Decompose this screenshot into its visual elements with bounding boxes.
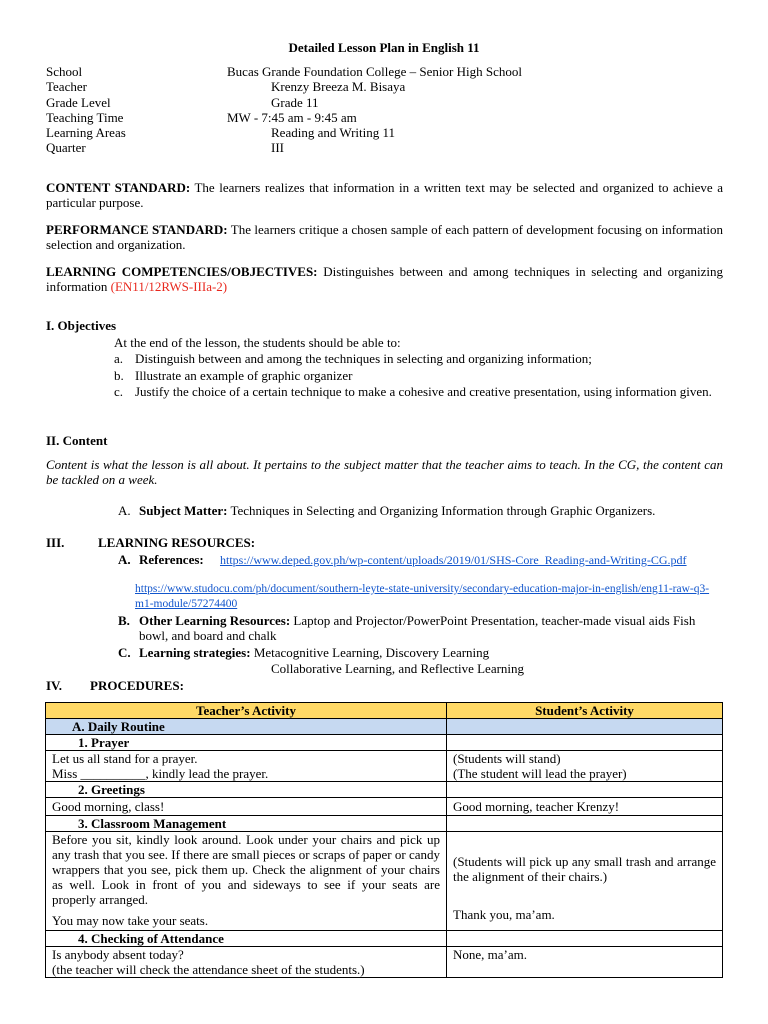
subject-letter: A. <box>118 503 131 518</box>
attendance-teacher-cell <box>46 947 447 978</box>
table-cell-empty <box>447 719 723 735</box>
classroom-teacher-cell <box>46 832 447 931</box>
objectives-list <box>114 351 723 418</box>
objective-text: Illustrate an example of graphic organizer <box>135 368 353 383</box>
content-heading: II. Content <box>46 433 108 448</box>
classroom-student-cell <box>447 832 723 931</box>
objective-text: Distinguish between and among the techniques in selecting and organizing information; <box>135 351 592 366</box>
classroom-teacher-text-2: You may now take your seats. <box>52 913 209 928</box>
objective-item <box>114 384 723 418</box>
info-label: School <box>46 64 83 79</box>
info-label: Teaching Time <box>46 110 124 125</box>
procedures-table <box>45 702 723 978</box>
table-row-attendance-heading <box>46 931 723 947</box>
objectives-intro: At the end of the lesson, the students should be able to: <box>114 335 401 350</box>
other-resources-letter: B. <box>118 613 130 628</box>
info-value: III <box>271 140 284 155</box>
resources-num: III. <box>46 535 65 550</box>
content-standard-text: The learners realizes that information in a written text may be selected and organized to achieve a particular purpose. <box>46 180 723 210</box>
table-row-classroom-heading <box>46 816 723 832</box>
other-resources-text: Laptop and Projector/PowerPoint Presentation, teacher-made visual aids Fish bowl, and board and chalk <box>139 613 696 643</box>
column-header-student: Student’s Activity <box>447 703 723 719</box>
column-header-teacher: Teacher’s Activity <box>46 703 447 719</box>
info-value: Reading and Writing 11 <box>271 125 396 140</box>
table-header-row <box>46 703 723 719</box>
subject-label: Subject Matter: <box>139 503 228 518</box>
info-row <box>46 140 726 155</box>
info-value: Bucas Grande Foundation College – Senior High School <box>227 64 522 79</box>
info-label: Teacher <box>46 79 87 94</box>
objective-letter: c. <box>114 384 124 399</box>
prayer-teacher-cell <box>46 751 447 782</box>
info-label: Grade Level <box>46 95 111 110</box>
greetings-label: 2. Greetings <box>46 782 447 798</box>
objective-text: Justify the choice of a certain technique to make a cohesive and creative presentation, using information given. <box>135 384 712 399</box>
table-row-greetings-heading <box>46 782 723 798</box>
info-row <box>46 125 726 140</box>
daily-routine-label: A. Daily Routine <box>46 719 447 735</box>
table-cell-empty <box>447 782 723 798</box>
table-cell-empty <box>447 735 723 751</box>
prayer-student-cell <box>447 751 723 782</box>
attendance-label: 4. Checking of Attendance <box>46 931 447 947</box>
content-standard <box>46 180 723 210</box>
greetings-teacher-cell: Good morning, class! <box>46 798 447 816</box>
prayer-teacher-line-2: Miss __________, kindly lead the prayer. <box>52 766 269 781</box>
competencies-label: LEARNING COMPETENCIES/OBJECTIVES: <box>46 264 318 279</box>
prayer-student-line-1: (Students will stand) <box>453 751 561 766</box>
table-row-greetings <box>46 798 723 816</box>
greetings-student-cell: Good morning, teacher Krenzy! <box>447 798 723 816</box>
content-standard-label: CONTENT STANDARD: <box>46 180 191 195</box>
reference-2 <box>135 582 710 612</box>
strategies-text-2: Collaborative Learning, and Reflective Learning <box>271 661 525 676</box>
info-row <box>46 95 726 110</box>
objective-letter: b. <box>114 368 124 383</box>
references <box>139 552 725 568</box>
performance-standard-label: PERFORMANCE STANDARD: <box>46 222 228 237</box>
info-label: Learning Areas <box>46 125 126 140</box>
performance-standard-text: The learners critique a chosen sample of each pattern of development focusing on information selection and organization. <box>46 222 723 252</box>
subject-text: Techniques in Selecting and Organizing Information through Graphic Organizers. <box>227 503 656 518</box>
strategies-text-1: Metacognitive Learning, Discovery Learning <box>250 645 490 660</box>
strategies-label: Learning strategies: <box>139 645 251 660</box>
table-cell-empty <box>447 931 723 947</box>
resources-heading: LEARNING RESOURCES: <box>98 535 256 550</box>
info-value: Grade 11 <box>271 95 319 110</box>
prayer-label: 1. Prayer <box>46 735 447 751</box>
prayer-student-line-2: (The student will lead the prayer) <box>453 766 627 781</box>
objective-item <box>114 368 723 384</box>
objective-letter: a. <box>114 351 124 366</box>
references-letter: A. <box>118 552 131 567</box>
classroom-management-label: 3. Classroom Management <box>46 816 447 832</box>
attendance-student-cell: None, ma’am. <box>447 947 723 978</box>
info-label: Quarter <box>46 140 86 155</box>
info-value: MW - 7:45 am - 9:45 am <box>227 110 357 125</box>
table-cell-empty <box>447 816 723 832</box>
attendance-teacher-line-1: Is anybody absent today? <box>52 947 184 962</box>
reference-link-deped[interactable]: https://www.deped.gov.ph/wp-content/uploads/2019/01/SHS-Core_Reading-and-Writing-CG.pdf <box>219 553 687 567</box>
objective-item <box>114 351 723 368</box>
objectives-heading: I. Objectives <box>46 318 117 333</box>
subject-matter <box>139 503 723 518</box>
document-title: Detailed Lesson Plan in English 11 <box>288 40 480 55</box>
references-label: References: <box>139 552 204 567</box>
table-row-daily-routine <box>46 719 723 735</box>
other-resources <box>139 613 699 643</box>
info-row <box>46 79 726 94</box>
classroom-student-text-2: Thank you, ma’am. <box>453 907 555 922</box>
competency-code: (EN11/12RWS-IIIa-2) <box>110 279 228 294</box>
other-resources-label: Other Learning Resources: <box>139 613 291 628</box>
learning-competencies <box>46 264 723 294</box>
prayer-teacher-line-1: Let us all stand for a prayer. <box>52 751 198 766</box>
competencies-text: Distinguishes between and among techniques in selecting and organizing information <box>46 264 723 294</box>
procedures-num: IV. <box>46 678 63 693</box>
strategies-letter: C. <box>118 645 131 660</box>
classroom-teacher-text: Before you sit, kindly look around. Look under your chairs and pick up any trash that you see. If there are small pieces or scraps of paper or candy wrappers that you see, pick them up. Check the alignment of your chairs as well. Look in front of you and sideways to see if your seats are properly arranged. <box>52 832 440 907</box>
attendance-teacher-line-2: (the teacher will check the attendance sheet of the students.) <box>52 962 365 977</box>
content-description: Content is what the lesson is all about. It pertains to the subject matter that the teacher aims to teach. In the CG, the content can be tackled on a week. <box>46 457 723 487</box>
performance-standard <box>46 222 723 252</box>
classroom-student-text: (Students will pick up any small trash and arrange the alignment of their chairs.) <box>453 854 716 884</box>
info-row <box>46 110 726 125</box>
table-row-prayer <box>46 751 723 782</box>
table-row-attendance <box>46 947 723 978</box>
reference-link-studocu[interactable]: https://www.studocu.com/ph/document/southern-leyte-state-university/secondary-education-major-in-english/eng11-raw-q3-m1-module/57274400 <box>135 583 710 610</box>
procedures-heading: PROCEDURES: <box>90 678 184 693</box>
table-row-prayer-heading <box>46 735 723 751</box>
info-row <box>46 64 726 79</box>
strategies <box>139 645 489 660</box>
info-value: Krenzy Breeza M. Bisaya <box>271 79 406 94</box>
table-row-classroom <box>46 832 723 931</box>
